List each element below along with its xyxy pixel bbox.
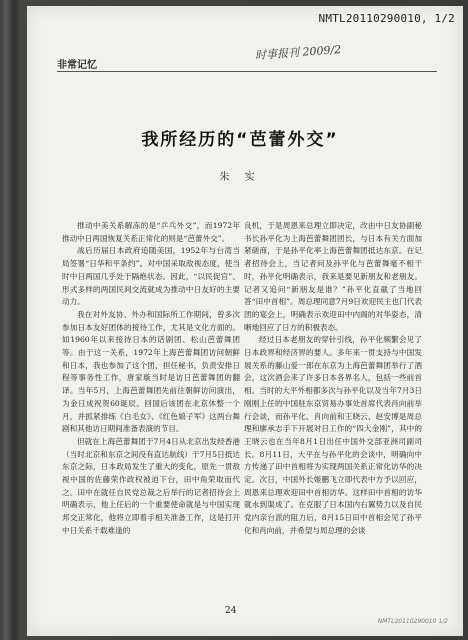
right-column: [244, 220, 422, 538]
footer-stamp: NMTL20110290010 1/2: [377, 618, 448, 625]
paragraph: 经过日本老朋友的穿针引线，孙平化频繁会见了日本政界和经济界的要人。多年来一贯支持与中国发展关系的藤山爱一郎在东京为上海芭蕾舞团举行了酒会，这次酒会来了许多日本各界名人，包括一些前首相。当时的大平外相都多次与孙平化以及当年7月3日刚刚上任的中国驻东京贸易办事处首席代表肖向前举行会谈，而孙平化、肖向前和王晓云、赵安博是周总理和廖承志手下开展对日工作的“四大金刚”，其中的王晓云也在当年8月1日出任中国外交部亚洲司副司长。8月11日，大平在与孙平化的会谈中，明确向中方传递了田中首相将为实现两国关系正常化访华的决定。次日，中国外长姬鹏飞立即代表中方予以回应，周恩来总理欢迎田中首相访华。这样田中首相的访华就水到渠成了。在克服了日本国内右翼势力以及自民党内亲台派的阻力后，8月15日田中首相会见了孙平化和肖向前，并希望与周总理的会谈: [244, 335, 422, 535]
paragraph: 战后历届日本政府追随美国，1952年与台湾当局签署“日华和平条约”。对中国采取敌视态度，使当时中日两国几乎处于隔绝状态。因此，“以民促官”、形式多样的两国民间交流就成为推动中日友好的主要动力。: [62, 246, 240, 307]
handwritten-note: 时事报刊 2009/2: [254, 43, 342, 62]
article-author: 朱 实: [219, 172, 261, 183]
paragraph: 但就在上海芭蕾舞团于7月4日从北京出发经香港（当时北京和东京之间没有直达航线）于7月5日抵达东京之际，日本政局发生了重大的变化，原先一贯敌视中国的佐藤荣作政权被迫下台，田中角荣取而代之。田中在就任自民党总裁之后举行的记者招待会上明确表示，他上任后的一个重要使命就是与中国实现邦交正常化，他将立即着手相关准备工作，这是打开中日关系千载难逢的: [62, 436, 240, 535]
archive-page-id: NMTL20110290010, 1/2: [318, 12, 455, 25]
paragraph: 推动中美关系解冻的是“乒乓外交”，而1972年推动中日两国恢复关系正常化的则是“芭蕾外交”。: [62, 221, 240, 243]
paragraph: 我在对外友协、外办和国际所工作期间，曾多次参加日本友好团体的接待工作，尤其是文化方面的。如1960年以来接待日本的话剧团、松山芭蕾舞团等。由于这一关系，1972年上海芭蕾舞团访问朝鲜和日本，我也参加了这个团，担任秘书，负责安排日程等事务性工作，唐家璇当时是访日芭蕾舞团的翻译。当年5月，上海芭蕾舞团先前往朝鲜访问演出，为金日成祝贺60诞辰。回国后该团在北京休整一个月，并抓紧排练《白毛女》、《红色娘子军》这两台舞剧和其他访日期间准备表演的节目。: [62, 309, 240, 434]
page-number: 24: [225, 606, 237, 616]
header-divider: [57, 71, 437, 72]
paragraph-continued: 良机，于是周恩来总理立即决定，改由中日友协副秘书长孙平化为上海芭蕾舞团团长，与日本有关方面加紧磋商，于是孙平化率上海芭蕾舞团抵达东京。在记者招待会上，当记者问及孙平化与芭蕾舞毫不相干时，孙平化明确表示，我来是要见新朋友和老朋友。记者又追问“新朋友是谁？”孙平化直截了当地回答“田中首相”。周总理同意7月9日欢迎民主也门代表团的宴会上，明确表示欢迎田中内阁的对华姿态，清晰地回应了日方的积极表态。: [244, 221, 422, 332]
left-column: [62, 220, 240, 538]
section-label: 非常记忆: [57, 60, 97, 71]
article-title: 我所经历的“芭蕾外交”: [141, 130, 339, 150]
